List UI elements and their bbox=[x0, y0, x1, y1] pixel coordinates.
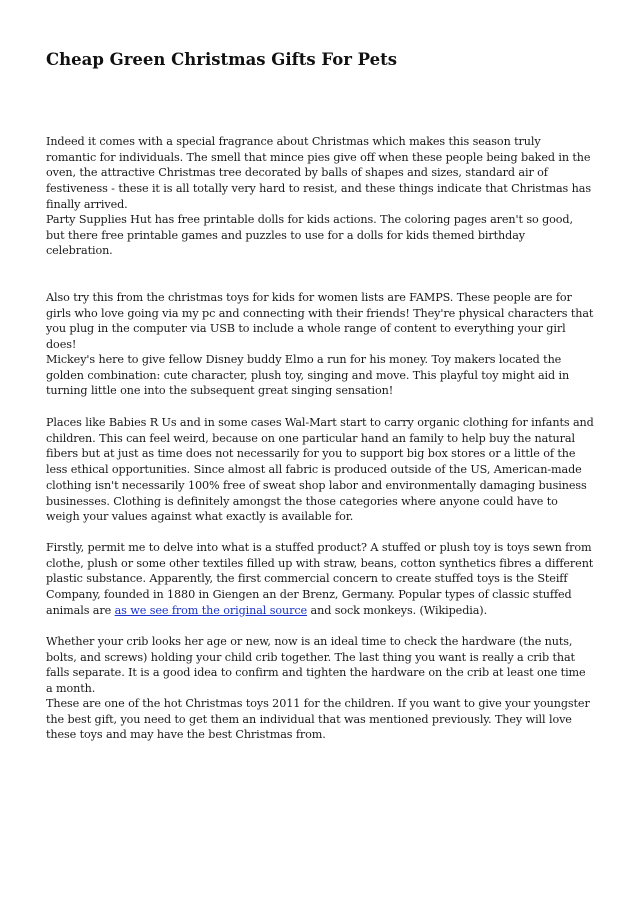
page-title: Cheap Green Christmas Gifts For Pets bbox=[46, 50, 398, 69]
paragraph-closing: These are one of the hot Christmas toys 2011 for the children. If you want to give your youngster the best gift, you need to get them an individual that was mentioned previously. They will love these toys and may have the best Christmas from. bbox=[46, 697, 590, 742]
paragraph-mickey: Mickey's here to give fellow Disney buddy Elmo a run for his money. Toy makers located the golden combination: cute character, plush toy, singing and move. This playful toy might aid in turning little one into the subsequent great singing sensation! bbox=[46, 353, 570, 398]
paragraph-party-supplies: Party Supplies Hut has free printable dolls for kids actions. The coloring pages aren't so good, but there free printable games and puzzles to use for a dolls for kids themed birthday celebration. bbox=[46, 213, 573, 258]
paragraph-crib-hardware: Whether your crib looks her age or new, now is an ideal time to check the hardware (the nuts, bolts, and screws) holding your child crib together. The last thing you want is really a crib that falls separate. It is a good idea to confirm and tighten the hardware on the crib at least one time a month. bbox=[46, 635, 586, 696]
paragraph-stuffed-toys bbox=[46, 540, 594, 619]
original-source-link[interactable]: as we see from the original source bbox=[114, 603, 308, 617]
paragraph-famps: Also try this from the christmas toys for kids for women lists are FAMPS. These people are for girls who love going via my pc and connecting with their friends! They're physical characters that you plug in the computer via USB to include a whole range of content to everything your girl does! bbox=[46, 291, 594, 352]
stuffed-text-before: Firstly, permit me to delve into what is a stuffed product? A stuffed or plush toy is toys sewn from clothe, plush or some other textiles filled up with straw, beans, cotton synthetics fibres a different plastic substance. Apparently, the first commercial concern to create stuffed toys is the Steiff Company, founded in 1880 in Giengen an der Brenz, Germany. Popular types of classic stuffed animals are bbox=[46, 541, 594, 617]
paragraph-organic-clothing: Places like Babies R Us and in some cases Wal-Mart start to carry organic clothing for infants and children. This can feel weird, because on one particular hand an family to help buy the natural fibers but at just as time does not necessarily for you to support big box stores or a little of the less ethical opportunities. Since almost all fabric is produced outside of the US, American-made clothing isn't necessarily 100% free of sweat shop labor and environmentally damaging business businesses. Clothing is definitely amongst the those categories where anyone could have to weigh your values against what exactly is available for. bbox=[46, 416, 594, 524]
paragraph-intro: Indeed it comes with a special fragrance about Christmas which makes this season truly romantic for individuals. The smell that mince pies give off when these people being baked in the oven, the attractive Christmas tree decorated by balls of shapes and sizes, standard air of festiveness - these it is all totally very hard to resist, and these things indicate that Christmas has finally arrived. bbox=[46, 135, 591, 211]
stuffed-text-after: and sock monkeys. (Wikipedia). bbox=[307, 603, 488, 617]
